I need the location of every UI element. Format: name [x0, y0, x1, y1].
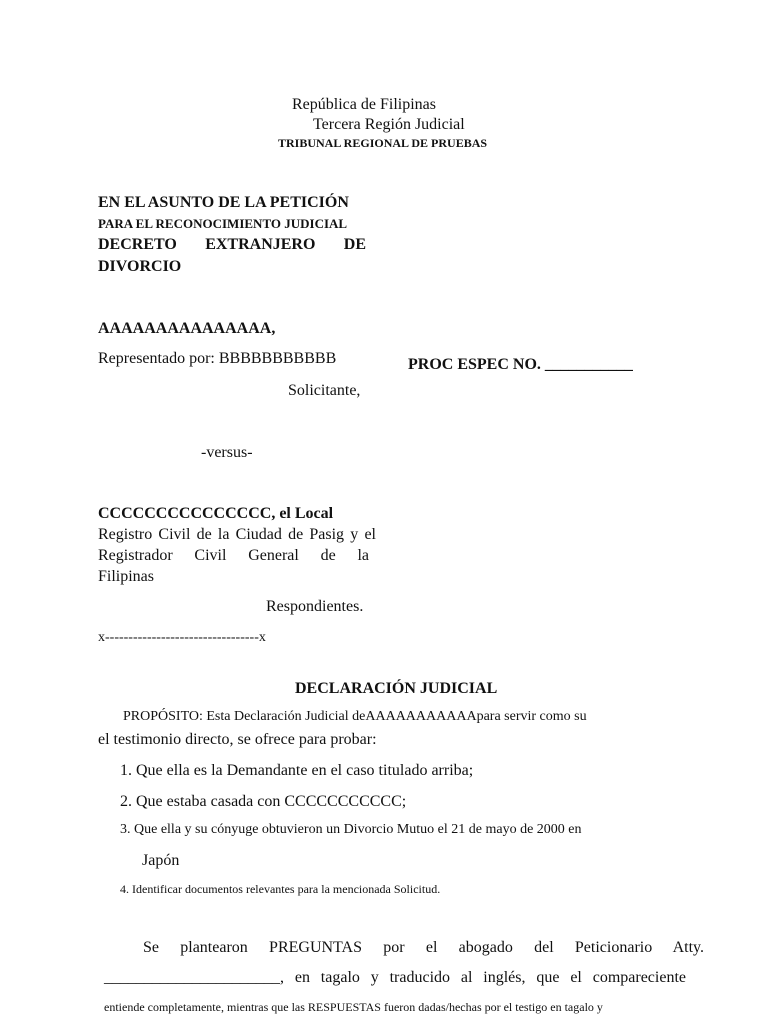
petitioner-name: AAAAAAAAAAAAAAA, [98, 320, 276, 337]
caption-title-3: DECRETO EXTRANJERO DE [98, 236, 366, 253]
respondent-role: Respondientes. [266, 598, 364, 615]
purpose-line-2: el testimonio directo, se ofrece para probar: [98, 731, 377, 748]
respondent-line-2: Registro Civil de la Ciudad de Pasig y el [98, 526, 376, 543]
list-item: 4. Identificar documentos relevantes para la mencionada Solicitud. [120, 882, 441, 896]
represented-by: Representado por: BBBBBBBBBBB [98, 350, 337, 367]
respondent-line-3: Registrador Civil General de la [98, 547, 369, 564]
caption-title-2: PARA EL RECONOCIMIENTO JUDICIAL [98, 216, 348, 231]
respondent-line-4: Filipinas [98, 568, 155, 585]
list-item: 1. Que ella es la Demandante en el caso titulado arriba; [120, 762, 474, 779]
caption-title-1: EN EL ASUNTO DE LA PETICIÓN [98, 194, 349, 211]
purpose-line-1: PROPÓSITO: Esta Declaración Judicial deAAAAAAAAAAApara servir como su [123, 709, 587, 724]
list-item-continuation: Japón [142, 852, 180, 869]
case-number: PROC ESPEC NO. ___________ [408, 356, 633, 373]
list-item: 2. Que estaba casada con CCCCCCCCCCC; [120, 793, 407, 810]
petitioner-role: Solicitante, [288, 382, 361, 399]
respondent-name: CCCCCCCCCCCCCCC, el Local [98, 505, 334, 522]
header-court: TRIBUNAL REGIONAL DE PRUEBAS [278, 136, 488, 150]
header-region: Tercera Región Judicial [313, 116, 465, 133]
paragraph-line-3: entiende completamente, mientras que las RESPUESTAS fueron dadas/hechas por el testigo en tagalo y [104, 1000, 603, 1014]
caption-separator: x---------------------------------x [98, 630, 266, 645]
header-country: República de Filipinas [292, 96, 436, 113]
list-item: 3. Que ella y su cónyuge obtuvieron un Divorcio Mutuo el 21 de mayo de 2000 en [120, 822, 582, 837]
paragraph-line-1: Se plantearon PREGUNTAS por el abogado del Peticionario Atty. [143, 939, 704, 956]
versus-label: -versus- [201, 444, 253, 461]
caption-title-4: DIVORCIO [98, 258, 182, 275]
paragraph-line-2: ______________________, en tagalo y traducido al inglés, que el compareciente [104, 969, 686, 986]
document-heading: DECLARACIÓN JUDICIAL [295, 680, 498, 697]
